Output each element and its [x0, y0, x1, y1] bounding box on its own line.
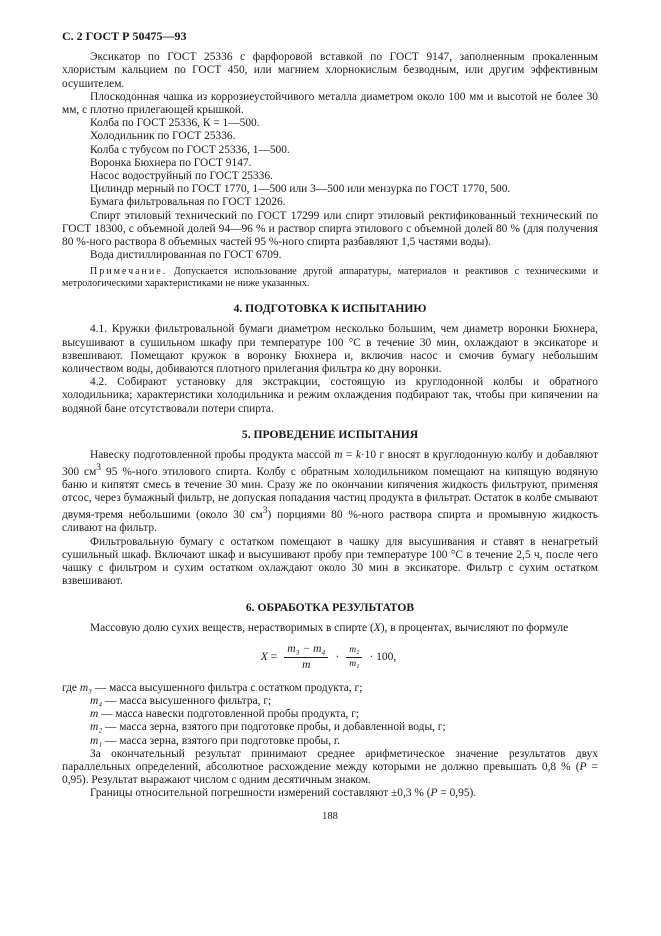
final-result-paragraph [62, 748, 598, 788]
var-name: m₃ [79, 681, 92, 694]
text-run: 95 %-ного этилового спирта. Колбу с обратным холодильником помещают на кипящую водяную баню и кипятят смесь в течение 30 мин. Сразу же по окончании кипячения жидкость фильтруют, применяя отсос, через бумажный фильтр, не допуская попадания частиц продукта в фильтрат. Остаток в колбе смывают двумя-тремя небольшими (около 30 см [62, 465, 598, 522]
error-limits-paragraph [62, 787, 598, 800]
document-page [62, 29, 599, 822]
list-item: Бумага фильтровальная по ГОСТ 12026. [90, 196, 286, 209]
text-run: Навеску подготовленной пробы продукта массой [90, 448, 335, 461]
var-x: X [373, 621, 381, 634]
fraction-ratio [346, 645, 362, 670]
text-run: ), в процентах, вычисляют по формуле [380, 621, 569, 634]
note-text: Допускается использование другой аппаратуры, материалов и реактивов с техническими и метрологическими характеристиками не ниже указанных. [62, 266, 598, 290]
definition-line [62, 708, 598, 721]
definition-line [62, 695, 598, 708]
text-run: ·10 г вносят в круглодонную колбу и добавляют 300 см [62, 448, 598, 478]
superscript: 3 [262, 506, 268, 517]
text-run: Массовую долю сухих веществ, нерастворимых в спирте ( [90, 621, 374, 634]
var-name: m₁ [90, 734, 103, 747]
section-4-title: 4. ПОДГОТОВКА К ИСПЫТАНИЮ [233, 302, 427, 316]
list-item: Холодильник по ГОСТ 25336. [90, 130, 236, 143]
spirit-paragraph: Спирт этиловый технический по ГОСТ 17299 или спирт этиловый ректификованный технический по ГОСТ 18300, с объемной долей 94—96 % и раствор спирта этилового с объемной долей 80 % (для получения 80 %-ного раствора 8 объемных частей 95 %-ного спирта разбавляют 1,5 частями воды). [62, 209, 598, 249]
list-item: Насос водоструйный по ГОСТ 25336. [90, 170, 273, 183]
list-item: Воронка Бюхнера по ГОСТ 9147. [90, 156, 252, 169]
dish-paragraph: Плоскодонная чашка из коррозиеустойчивого металла диаметром около 100 мм и высотой не более 30 мм, с плотно прилегающей крышкой. [62, 90, 598, 117]
fraction-numerator: m₂ [346, 645, 362, 658]
text-run: = 0,95). [437, 787, 477, 800]
formula [62, 643, 598, 672]
fraction-main [284, 643, 328, 672]
text-run: = [342, 448, 356, 461]
list-item: Колба с тубусом по ГОСТ 25336, 1—500. [90, 143, 290, 156]
formula-tail: · 100, [369, 650, 397, 663]
section-4-1: 4.1. Кружки фильтровальной бумаги диаметром несколько большим, чем диаметр воронки Бюхнера, высушивают в сушильном шкафу при температуре 100 °С в течение 30 мин, охлаждают в эксикаторе и взвешивают. Помещают кружок в воронку Бюхнера и, включив насос и смочив бумагу небольшим количеством воды, добиваются плотного прилегания фильтра ко дну воронки. [62, 323, 598, 376]
var-desc: — масса зерна, взятого при подготовке пробы, г. [102, 734, 341, 747]
where-prefix: где [62, 681, 80, 694]
equipment-list [62, 117, 598, 209]
fraction-denominator: m₁ [349, 658, 360, 669]
formula-dot: · [335, 650, 340, 663]
superscript: 3 [96, 463, 102, 474]
var-name: m [90, 708, 99, 721]
desiccator-paragraph: Эксикатор по ГОСТ 25336 с фарфоровой вставкой по ГОСТ 9147, заполненным прокаленным хлористым кальцием по ГОСТ 450, или магнием хлорнокислым безводным, или другим эффективным осушителем. [62, 51, 598, 90]
water-line: Вода дистиллированная по ГОСТ 6709. [90, 249, 282, 262]
fraction-numerator: m₃ − m₄ [284, 643, 328, 658]
list-item: Цилиндр мерный по ГОСТ 1770, 1—500 или 3—500 или мензурка по ГОСТ 1770, 500. [90, 183, 511, 196]
text-run: За окончательный результат принимают среднее арифметическое значение результатов двух параллельных определений, абсолютное расхождение между которыми не должно превышать 0,8 % ( [62, 747, 598, 773]
var-desc: — масса высушенного фильтра с остатком продукта, г; [92, 681, 363, 694]
var-desc: — масса зерна, взятого при подготовке пробы, и добавленной воды, г; [102, 721, 446, 734]
note-paragraph [62, 266, 598, 290]
section-5-p2: Фильтровальную бумагу с остатком помещают в чашку для высушивания и ставят в ненагретый сушильный шкаф. Включают шкаф и высушивают пробу при температуре 100 °С в течение 2,5 ч, после чего чашку с фильтром и сухим остатком охлаждают около 30 мин в эксикаторе. Фильтр с сухим остатком взвешивают. [62, 535, 598, 588]
var-p: P [579, 760, 587, 773]
var-name: m₂ [90, 721, 103, 734]
section-6-title: 6. ОБРАБОТКА РЕЗУЛЬТАТОВ [245, 600, 415, 614]
variable-definitions [62, 682, 598, 748]
section-5-title: 5. ПРОВЕДЕНИЕ ИСПЫТАНИЯ [241, 427, 419, 441]
text-run: = 0,95). Результат выражают числом с одним десятичным знаком. [62, 760, 598, 787]
definition-line [62, 735, 598, 748]
text-run: ) порциями 80 %-ного раствора спирта и промывную жидкость сливают на фильтр. [62, 509, 599, 535]
var-m: m [334, 448, 343, 461]
formula-equals: = [270, 650, 278, 663]
page-header: С. 2 ГОСТ Р 50475—93 [62, 29, 187, 43]
list-item: Колба по ГОСТ 25336, К = 1—500. [90, 117, 260, 130]
var-desc: — масса навески подготовленной пробы продукта, г; [98, 708, 360, 721]
section-4-2: 4.2. Собирают установку для экстракции, состоящую из круглодонной колбы и обратного холодильника; характеристики холодильника и режим охлаждения подбирают так, чтобы при кипячении на водяной бане отсутствовали потери спирта. [62, 376, 598, 415]
fraction-denominator: m [302, 658, 311, 671]
formula-lhs: X [260, 650, 268, 663]
var-desc: — масса высушенного фильтра, г; [102, 694, 272, 707]
section-6-intro [62, 622, 598, 635]
section-5-p1 [62, 449, 598, 536]
definition-line [62, 682, 598, 695]
definition-line [62, 721, 598, 734]
text-run: Границы относительной погрешности измерений составляют ±0,3 % ( [90, 787, 431, 800]
var-k: k [355, 448, 361, 461]
page-number: 188 [322, 811, 338, 822]
note-label: Примечание. [90, 266, 168, 278]
var-p: P [430, 787, 438, 800]
var-name: m₄ [90, 694, 103, 707]
